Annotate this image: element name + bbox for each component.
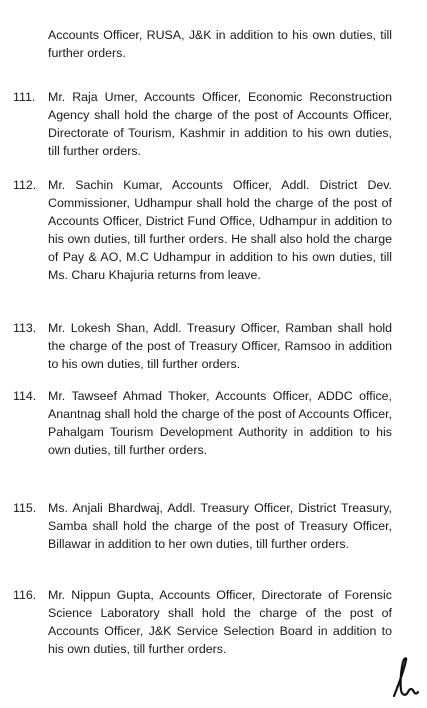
item-text: Ms. Anjali Bhardwaj, Addl. Treasury Officer, District Treasury, Samba shall hold the charge of the post of Treasury Officer, Billawar in addition to her own duties, till further orders.: [48, 501, 392, 551]
handwritten-signature: [386, 656, 420, 700]
item-number: 116.: [13, 588, 37, 602]
item-number: 111.: [13, 90, 36, 104]
item-text: Mr. Lokesh Shan, Addl. Treasury Officer, Ramban shall hold the charge of the post of Treasury Officer, Ramsoo in addition to his own duties, till further orders.: [48, 321, 392, 371]
order-item-115: [13, 499, 392, 553]
item-number: 112.: [13, 178, 37, 192]
item-number: 113.: [13, 321, 37, 335]
order-item-113: [13, 319, 392, 373]
continuation-paragraph: Accounts Officer, RUSA, J&K in addition to his own duties, till further orders.: [48, 28, 392, 60]
item-number: 115.: [13, 501, 37, 515]
item-text: Mr. Nippun Gupta, Accounts Officer, Directorate of Forensic Science Laboratory shall hold the charge of the post of Accounts Officer, J&K Service Selection Board in addition to his own duties, till further orders.: [48, 588, 392, 656]
item-text: Mr. Raja Umer, Accounts Officer, Economic Reconstruction Agency shall hold the charge of the post of Accounts Officer, Directorate of Tourism, Kashmir in addition to his own duties, till further orders.: [48, 90, 392, 158]
item-text: Mr. Sachin Kumar, Accounts Officer, Addl. District Dev. Commissioner, Udhampur shall hold the charge of the post of Accounts Officer, District Fund Office, Udhampur in addition to his own duties, till further orders. He shall also hold the charge of Pay & AO, M.C Udhampur in addition to his own duties, till Ms. Charu Khajuria returns from leave.: [48, 178, 392, 282]
order-item-116: [13, 586, 392, 658]
item-text: Mr. Tawseef Ahmad Thoker, Accounts Officer, ADDC office, Anantnag shall hold the charge of the post of Accounts Officer, Pahalgam Tourism Development Authority in addition to his own duties, till further orders.: [48, 389, 392, 457]
order-item-111: [13, 88, 392, 160]
order-item-112: [13, 176, 392, 284]
item-number: 114.: [13, 389, 37, 403]
order-item-114: [13, 387, 392, 459]
